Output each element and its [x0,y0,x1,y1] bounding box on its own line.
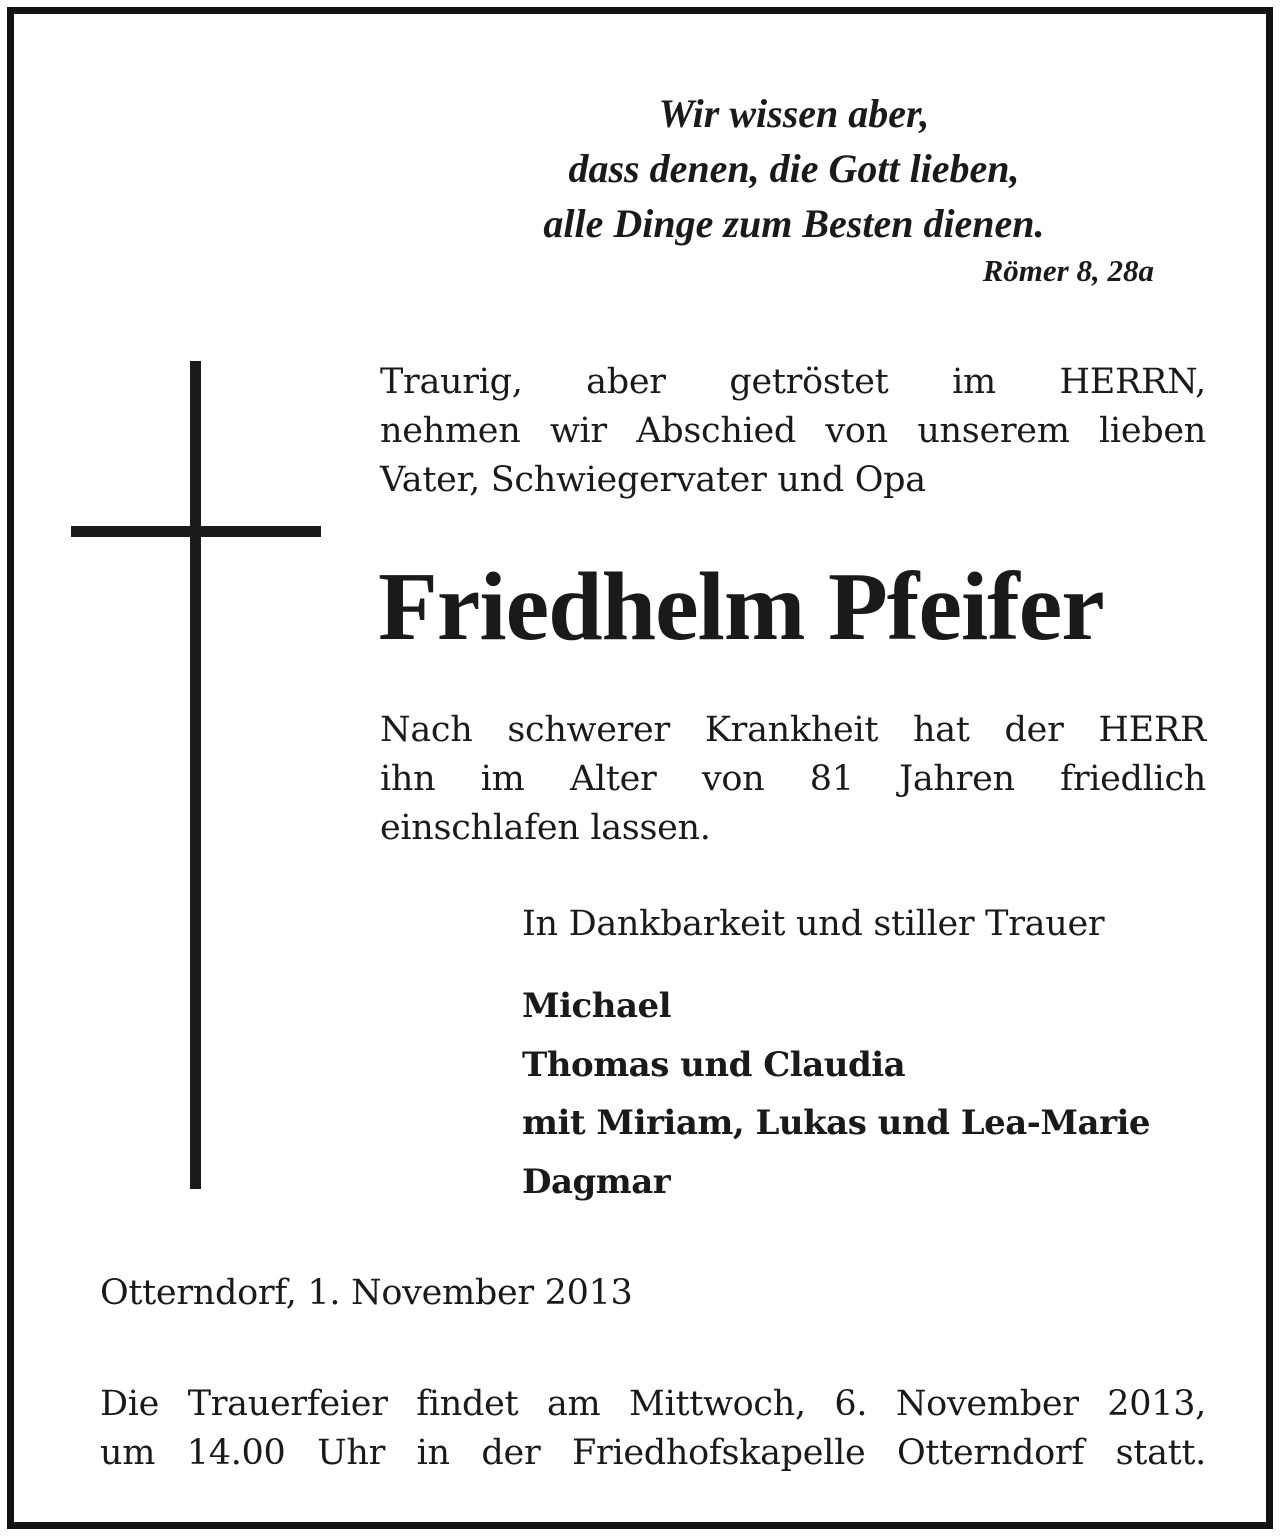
cause-line: Nach schwerer Krankheit hat der HERR [380,710,1206,750]
verse-line: dass denen, die Gott lieben, [568,146,1020,191]
mourner-name: Michael [522,986,672,1026]
cause-line: ihn im Alter von 81 Jahren friedlich [380,759,1206,799]
cross-icon [71,361,321,1189]
obituary-frame [7,7,1273,1529]
bible-verse [344,86,1244,251]
verse-line: Wir wissen aber, [658,91,930,136]
cause-paragraph [380,706,1206,853]
gratitude-line: In Dankbarkeit und stiller Trauer [522,904,1105,944]
mourner-name: Thomas und Claudia [522,1044,906,1085]
mourner-name: mit Miriam, Lukas und Lea-Marie [522,1103,1151,1143]
verse-line: alle Dinge zum Besten dienen. [543,201,1045,246]
verse-reference: Römer 8, 28a [982,253,1154,288]
mourner-name: Dagmar [522,1161,671,1202]
intro-text: nehmen wir Abschied von unserem lieben Vater, Schwiegervater und Opa [380,411,1206,500]
service-line: Die Trauerfeier findet am Mittwoch, 6. November 2013, [100,1384,1206,1424]
intro-paragraph [380,358,1206,505]
funeral-service-info [100,1380,1206,1478]
cause-line: einschlafen lassen. [380,808,711,848]
intro-line: Traurig, aber getröstet im HERRN, [380,362,1206,402]
place-and-date: Otterndorf, 1. November 2013 [100,1273,633,1313]
service-line: um 14.00 Uhr in der Friedhofskapelle Otterndorf statt. [100,1433,1206,1473]
cross-horizontal-bar [71,526,321,537]
cross-vertical-bar [190,361,201,1189]
deceased-name: Friedhelm Pfeifer [378,553,1104,661]
mourners-list [522,977,1222,1211]
